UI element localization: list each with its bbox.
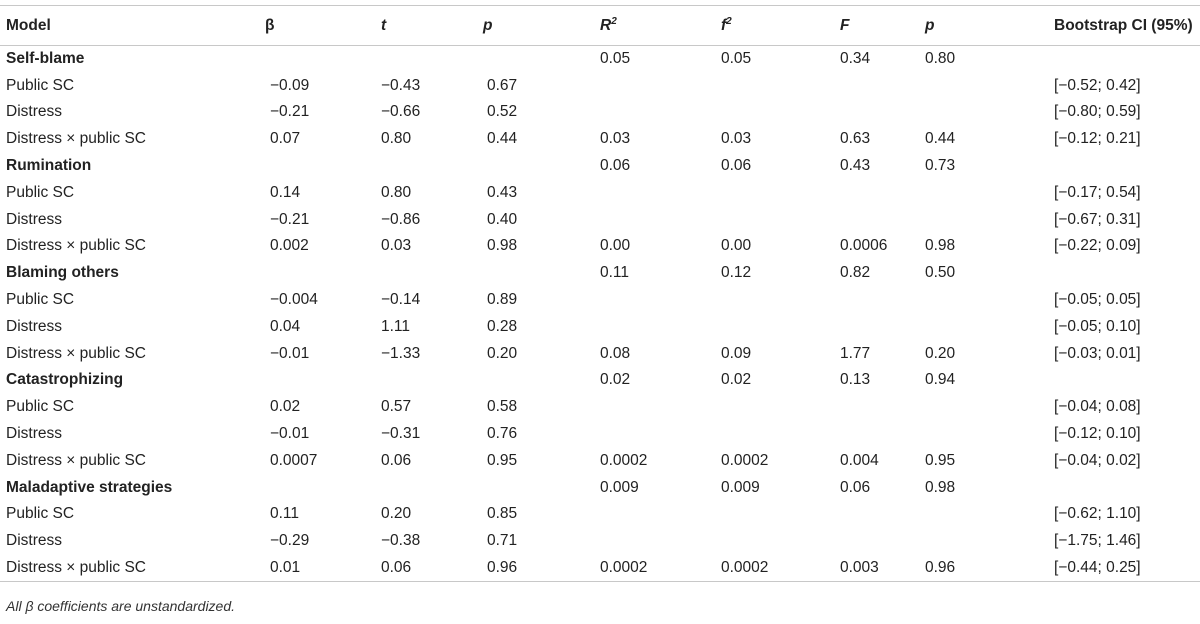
- cell-f: 0.004: [840, 451, 879, 469]
- cell-label: Distress × public SC: [6, 130, 146, 148]
- cell-p2: [890, 394, 985, 421]
- cell-beta: 0.0007: [270, 451, 318, 469]
- cell-ci: [−0.04; 0.02]: [1054, 451, 1141, 469]
- table-row: [0, 555, 1200, 582]
- table-row: [0, 313, 1200, 340]
- header-row: [0, 6, 1200, 46]
- group-header-row: [0, 153, 1200, 180]
- cell-p: [420, 153, 530, 180]
- cell-r2: [530, 394, 650, 421]
- cell-label: Distress × public SC: [0, 555, 210, 582]
- cell-f2: 0.0002: [721, 451, 769, 469]
- cell-ci: [985, 260, 1200, 287]
- cell-r2: 0.0002: [600, 451, 648, 469]
- cell-label: Distress × public SC: [6, 344, 146, 362]
- cell-p2: 0.96: [890, 555, 985, 582]
- header-f2-base: f: [721, 16, 727, 34]
- group-header-row: [0, 474, 1200, 501]
- cell-ci: [−0.62; 1.10]: [1054, 505, 1141, 523]
- cell-label: Catastrophizing: [6, 371, 124, 389]
- cell-p2: [890, 72, 985, 99]
- cell-p: 0.28: [487, 317, 518, 335]
- cell-t: 0.80: [381, 183, 412, 201]
- cell-f2: [650, 72, 770, 99]
- cell-beta: [210, 153, 310, 180]
- cell-label: Public SC: [6, 505, 75, 523]
- cell-t: −0.38: [381, 532, 421, 550]
- header-r2: [530, 6, 650, 46]
- cell-f: 0.63: [840, 130, 871, 148]
- cell-p2: [890, 528, 985, 555]
- header-beta: β: [210, 6, 310, 46]
- cell-t: 0.03: [381, 237, 412, 255]
- cell-r2: 0.05: [600, 50, 631, 68]
- group-header-row: [0, 367, 1200, 394]
- cell-f: 0.82: [840, 264, 871, 282]
- cell-p2: 0.73: [925, 157, 956, 175]
- cell-r2: [530, 528, 650, 555]
- cell-ci: [−0.17; 0.54]: [1054, 183, 1141, 201]
- cell-f: [770, 206, 890, 233]
- cell-t: 0.80: [381, 130, 412, 148]
- table-row: [0, 501, 1200, 528]
- cell-ci: [−0.12; 0.10]: [1054, 425, 1141, 443]
- cell-beta: −0.21: [270, 210, 310, 228]
- cell-p2: 0.98: [925, 237, 956, 255]
- header-f2-sup: 2: [726, 15, 732, 27]
- cell-t: −0.31: [381, 425, 421, 443]
- cell-beta: 0.07: [270, 130, 301, 148]
- cell-r2: [530, 72, 650, 99]
- cell-f2: [650, 528, 770, 555]
- cell-f2: [650, 313, 770, 340]
- cell-r2: 0.00: [600, 237, 631, 255]
- cell-f2: 0.0002: [650, 555, 770, 582]
- header-F: F: [770, 6, 890, 46]
- cell-beta: 0.14: [270, 183, 301, 201]
- table-row: [0, 340, 1200, 367]
- header-f2: [650, 6, 770, 46]
- cell-p: 0.96: [420, 555, 530, 582]
- regression-table: [0, 5, 1200, 582]
- cell-f: [770, 287, 890, 314]
- header-r2-base: R: [600, 16, 612, 34]
- cell-p2: 0.95: [925, 451, 956, 469]
- cell-label: Public SC: [6, 76, 75, 94]
- header-t: t: [310, 6, 420, 46]
- cell-r2: [530, 206, 650, 233]
- cell-t: [310, 367, 420, 394]
- cell-beta: 0.11: [270, 505, 300, 523]
- cell-r2: [530, 287, 650, 314]
- cell-f: 0.34: [840, 50, 871, 68]
- cell-t: 0.20: [381, 505, 412, 523]
- cell-t: −0.43: [381, 76, 421, 94]
- cell-p2: 0.44: [925, 130, 956, 148]
- table-row: [0, 287, 1200, 314]
- cell-beta: −0.01: [270, 344, 310, 362]
- cell-f2: [650, 179, 770, 206]
- header-ci: Bootstrap CI (95%): [985, 6, 1200, 46]
- cell-p2: 0.50: [925, 264, 956, 282]
- cell-p: [420, 260, 530, 287]
- cell-p2: [890, 99, 985, 126]
- cell-f2: [650, 501, 770, 528]
- cell-beta: [210, 260, 310, 287]
- table-row: [0, 126, 1200, 153]
- table-row: [0, 72, 1200, 99]
- cell-p2: [890, 313, 985, 340]
- cell-f: [770, 313, 890, 340]
- cell-p: 0.43: [487, 183, 518, 201]
- cell-p: 0.20: [487, 344, 518, 362]
- cell-f: [770, 421, 890, 448]
- cell-f: [770, 99, 890, 126]
- cell-f: 0.003: [770, 555, 890, 582]
- cell-f: [770, 72, 890, 99]
- cell-f2: 0.05: [721, 50, 752, 68]
- cell-label: Public SC: [6, 398, 75, 416]
- cell-r2: [530, 421, 650, 448]
- table-row: [0, 233, 1200, 260]
- table-row: [0, 206, 1200, 233]
- cell-ci: [−0.04; 0.08]: [1054, 398, 1141, 416]
- cell-label: Distress: [6, 425, 62, 443]
- cell-label: Public SC: [6, 291, 75, 309]
- cell-f: 0.0006: [840, 237, 888, 255]
- header-p2: p: [890, 6, 985, 46]
- table-row: [0, 447, 1200, 474]
- cell-ci: [−0.80; 0.59]: [1054, 103, 1141, 121]
- cell-p: [420, 367, 530, 394]
- cell-t: −1.33: [381, 344, 421, 362]
- cell-beta: −0.09: [270, 76, 310, 94]
- cell-beta: −0.21: [270, 103, 310, 121]
- cell-beta: [210, 474, 310, 501]
- cell-f2: 0.009: [721, 478, 760, 496]
- cell-ci: [−0.03; 0.01]: [1054, 344, 1141, 362]
- cell-t: [310, 260, 420, 287]
- cell-f2: 0.00: [721, 237, 752, 255]
- header-model: Model: [0, 6, 210, 46]
- cell-f: [770, 394, 890, 421]
- cell-r2: 0.08: [600, 344, 631, 362]
- cell-label: Distress: [6, 103, 62, 121]
- cell-p2: 0.80: [925, 50, 956, 68]
- cell-p: 0.58: [487, 398, 518, 416]
- cell-p: 0.40: [487, 210, 518, 228]
- cell-t: 0.06: [381, 451, 412, 469]
- cell-p: 0.76: [487, 425, 518, 443]
- cell-t: [310, 153, 420, 180]
- cell-t: 0.06: [310, 555, 420, 582]
- cell-r2: [530, 179, 650, 206]
- cell-r2: [530, 99, 650, 126]
- cell-t: −0.14: [381, 291, 421, 309]
- cell-p2: [890, 501, 985, 528]
- cell-p: 0.89: [487, 291, 518, 309]
- cell-p: 0.67: [487, 76, 518, 94]
- cell-p: 0.52: [487, 103, 518, 121]
- cell-label: Distress: [6, 210, 62, 228]
- group-header-row: [0, 46, 1200, 73]
- cell-label: Self-blame: [6, 50, 85, 68]
- cell-ci: [−0.05; 0.05]: [1054, 291, 1141, 309]
- cell-p: 0.95: [487, 451, 518, 469]
- cell-r2: 0.009: [600, 478, 639, 496]
- cell-f: 0.06: [840, 478, 871, 496]
- cell-t: 0.57: [381, 398, 412, 416]
- cell-p: [420, 46, 530, 73]
- cell-r2: [530, 501, 650, 528]
- cell-t: [310, 474, 420, 501]
- cell-r2: 0.03: [600, 130, 631, 148]
- cell-f: 0.43: [840, 157, 871, 175]
- cell-r2: [530, 313, 650, 340]
- cell-f: [770, 179, 890, 206]
- cell-label: Distress: [6, 532, 62, 550]
- table-footnote: All β coefficients are unstandardized.: [6, 598, 236, 614]
- cell-p: 0.85: [487, 505, 518, 523]
- cell-r2: 0.11: [600, 264, 630, 282]
- cell-beta: −0.29: [270, 532, 310, 550]
- cell-label: Blaming others: [6, 264, 119, 282]
- cell-p2: [890, 421, 985, 448]
- cell-f2: [650, 394, 770, 421]
- cell-p2: 0.98: [925, 478, 956, 496]
- cell-f: [770, 528, 890, 555]
- cell-ci: [985, 153, 1200, 180]
- cell-f2: 0.03: [721, 130, 752, 148]
- cell-beta: [210, 367, 310, 394]
- cell-label: Distress × public SC: [6, 451, 146, 469]
- cell-beta: −0.01: [270, 425, 310, 443]
- cell-p2: 0.94: [925, 371, 956, 389]
- cell-ci: [−0.22; 0.09]: [1054, 237, 1141, 255]
- table-body: [0, 46, 1200, 582]
- cell-t: −0.66: [381, 103, 421, 121]
- cell-label: Distress × public SC: [6, 237, 146, 255]
- cell-f2: 0.09: [721, 344, 752, 362]
- cell-p2: [890, 206, 985, 233]
- cell-ci: [−0.67; 0.31]: [1054, 210, 1141, 228]
- header-p: p: [420, 6, 530, 46]
- cell-ci: [985, 474, 1200, 501]
- table-row: [0, 421, 1200, 448]
- table-row: [0, 394, 1200, 421]
- cell-f2: [650, 206, 770, 233]
- cell-label: Rumination: [6, 157, 92, 175]
- cell-f2: 0.12: [721, 264, 752, 282]
- cell-p: 0.98: [487, 237, 518, 255]
- cell-f: 0.13: [840, 371, 871, 389]
- cell-t: 1.11: [381, 317, 411, 335]
- cell-p: 0.44: [487, 130, 518, 148]
- cell-beta: [210, 46, 310, 73]
- table-header: [0, 6, 1200, 46]
- cell-beta: −0.004: [270, 291, 318, 309]
- cell-beta: 0.002: [270, 237, 309, 255]
- cell-ci: [−1.75; 1.46]: [1054, 532, 1141, 550]
- cell-p2: [890, 287, 985, 314]
- cell-beta: 0.02: [270, 398, 301, 416]
- cell-f2: [650, 99, 770, 126]
- cell-f2: 0.02: [721, 371, 752, 389]
- cell-f2: 0.06: [721, 157, 752, 175]
- cell-p2: [890, 179, 985, 206]
- cell-f: [770, 501, 890, 528]
- cell-label: Maladaptive strategies: [6, 478, 173, 496]
- cell-p2: 0.20: [925, 344, 956, 362]
- cell-ci: [985, 46, 1200, 73]
- cell-beta: 0.04: [270, 317, 301, 335]
- cell-ci: [−0.52; 0.42]: [1054, 76, 1141, 94]
- cell-ci: [−0.12; 0.21]: [1054, 130, 1141, 148]
- cell-t: [310, 46, 420, 73]
- cell-p: 0.71: [487, 532, 518, 550]
- group-header-row: [0, 260, 1200, 287]
- cell-beta: 0.01: [210, 555, 310, 582]
- table-row: [0, 528, 1200, 555]
- cell-label: Public SC: [6, 183, 75, 201]
- table-row: [0, 99, 1200, 126]
- header-r2-sup: 2: [611, 15, 617, 27]
- cell-ci: [−0.44; 0.25]: [985, 555, 1200, 582]
- cell-f: 1.77: [840, 344, 871, 362]
- cell-f2: [650, 287, 770, 314]
- cell-r2: 0.06: [600, 157, 631, 175]
- cell-f2: [650, 421, 770, 448]
- cell-label: Distress: [6, 317, 62, 335]
- cell-r2: 0.02: [600, 371, 631, 389]
- cell-ci: [985, 367, 1200, 394]
- table-row: [0, 179, 1200, 206]
- cell-t: −0.86: [381, 210, 421, 228]
- cell-ci: [−0.05; 0.10]: [1054, 317, 1141, 335]
- cell-r2: 0.0002: [530, 555, 650, 582]
- cell-p: [420, 474, 530, 501]
